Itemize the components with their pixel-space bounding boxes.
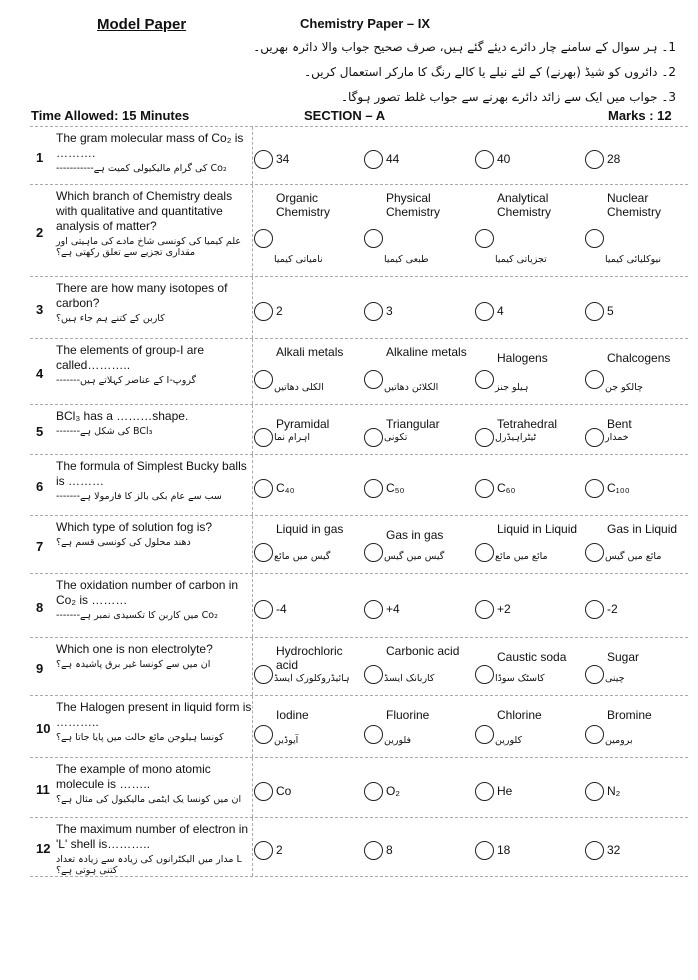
option-urdu: الکلی دھاتیں [274,382,324,393]
option-label: -2 [607,602,618,616]
question-text [56,455,253,515]
option-3[interactable] [473,455,581,515]
question-english: BCl₃ has a ………shape. [56,409,189,423]
option-1[interactable] [252,696,360,757]
option-2[interactable] [362,516,470,573]
question-number: 8 [36,600,44,615]
question-number: 10 [36,721,51,736]
option-label: Pyramidal [276,417,330,431]
question-urdu: ان میں سے کونسا غیر برق پاشیدہ ہے؟ [56,659,211,670]
option-4[interactable] [583,574,691,637]
question-text [56,758,253,817]
option-1[interactable] [252,758,360,817]
option-label: C₆₀ [497,481,516,495]
option-3[interactable] [473,127,581,184]
answer-bubble[interactable] [254,725,273,744]
answer-bubble[interactable] [585,479,604,498]
question-urdu: علم کیمیا کی کونسی شاخ مادے کی ماہیتی اور مقداری تجزیے سے تعلق رکھتی ہے؟ [56,236,242,258]
answer-bubble[interactable] [585,229,604,248]
question-text [56,516,253,573]
option-label: 44 [386,152,400,166]
option-urdu: برومین [605,735,633,746]
option-label: Bent [607,417,632,431]
question-row [30,455,688,516]
option-label: Tetrahedral [497,417,558,431]
answer-bubble[interactable] [585,725,604,744]
question-english: There are how many isotopes of carbon? [56,281,228,310]
option-label: 28 [607,152,621,166]
option-2[interactable] [362,127,470,184]
question-row [30,339,688,405]
option-urdu: کاربانک ایسڈ [384,673,435,684]
answer-bubble[interactable] [475,543,494,562]
option-4[interactable] [583,638,691,695]
answer-bubble[interactable] [364,725,383,744]
option-urdu: فلورین [384,735,412,746]
option-urdu: اہرام نما [274,432,311,443]
time-allowed: Time Allowed: 15 Minutes [31,108,190,123]
answer-bubble[interactable] [254,229,273,248]
question-number: 12 [36,841,51,856]
question-number: 6 [36,479,44,494]
answer-bubble[interactable] [364,841,383,860]
option-label: 18 [497,843,511,857]
option-label: Gas in Liquid [607,522,678,536]
option-2[interactable] [362,339,470,404]
option-urdu: خمدار [605,432,629,443]
option-urdu: الکلائن دھاتیں [384,382,439,393]
question-number: 11 [36,782,50,797]
option-1[interactable] [252,516,360,573]
answer-bubble[interactable] [475,479,494,498]
option-1[interactable] [252,574,360,637]
question-english: The example of mono atomic molecule is …….. [56,762,211,791]
option-urdu: تجزیاتی کیمیا [495,254,547,265]
answer-bubble[interactable] [254,841,273,860]
question-text [56,574,253,637]
option-4[interactable] [583,277,691,338]
question-english: The oxidation number of carbon in Co₂ is ……… [56,578,239,607]
question-number: 7 [36,539,44,554]
question-row [30,758,688,818]
question-english: Which type of solution fog is? [56,520,213,534]
option-label: Gas in gas [386,528,444,542]
question-urdu: L مدار میں الیکٹرانوں کی زیادہ سے زیادہ تعداد کتنی ہوتی ہے؟ [56,854,242,876]
option-4[interactable] [583,405,691,454]
option-urdu: مائع میں مائع [495,551,548,562]
option-urdu: کاسٹک سوڈا [495,673,545,684]
question-number: 1 [36,150,44,165]
option-1[interactable] [252,127,360,184]
option-3[interactable] [473,277,581,338]
option-1[interactable] [252,638,360,695]
answer-bubble[interactable] [364,665,383,684]
question-number: 4 [36,366,44,381]
option-label: Triangular [386,417,440,431]
option-label: 4 [497,304,504,318]
option-1[interactable] [252,405,360,454]
answer-bubble[interactable] [364,302,383,321]
option-label: N₂ [607,784,621,798]
option-label: C₁₀₀ [607,481,630,495]
answer-bubble[interactable] [475,150,494,169]
question-urdu: Co₂ میں کاربن کا تکسیدی نمبر ہے------- [56,610,218,621]
option-urdu: ٹیٹراہیڈرل [495,432,537,443]
question-urdu: گروپ-I کے عناصر کہلاتے ہیں------- [56,375,197,386]
option-4[interactable] [583,696,691,757]
option-label: 40 [497,152,511,166]
question-urdu: دھند محلول کی کونسی قسم ہے؟ [56,537,191,548]
answer-bubble[interactable] [254,428,273,447]
answer-bubble[interactable] [475,302,494,321]
answer-bubble[interactable] [475,665,494,684]
option-2[interactable] [362,185,470,276]
info-bar [0,108,698,126]
question-number: 2 [36,225,44,240]
option-2[interactable] [362,405,470,454]
option-4[interactable] [583,185,691,276]
answer-bubble[interactable] [254,150,273,169]
answer-bubble[interactable] [475,370,494,389]
option-urdu: چینی [605,673,625,684]
answer-bubble[interactable] [364,543,383,562]
option-urdu: مائع میں گیس [605,551,662,562]
question-urdu: ان میں کونسا یک ایٹمی مالیکیول کی مثال ہے؟ [56,794,242,805]
answer-bubble[interactable] [254,600,273,619]
question-text [56,638,253,695]
option-label: 3 [386,304,393,318]
option-label: Organic Chemistry [276,191,331,219]
answer-bubble[interactable] [585,150,604,169]
question-text [56,185,253,276]
answer-bubble[interactable] [475,782,494,801]
option-2[interactable] [362,574,470,637]
option-label: Halogens [497,351,548,365]
answer-bubble[interactable] [585,782,604,801]
option-label: 2 [276,843,283,857]
question-urdu: BCl₃ کی شکل ہے------- [56,426,153,437]
answer-bubble[interactable] [585,428,604,447]
instruction-1: 1۔ ہر سوال کے سامنے چار دائرے دیئے گئے ہیں، صرف صحیح جواب والا دائرہ بھریں۔ [253,40,676,54]
option-label: +2 [497,602,511,616]
question-text [56,405,253,454]
option-label: He [497,784,513,798]
question-english: The maximum number of electron in 'L' shell is……….. [56,822,249,851]
paper-subject: Chemistry Paper – IX [300,16,431,31]
option-4[interactable] [583,758,691,817]
answer-bubble[interactable] [585,302,604,321]
question-row [30,185,688,277]
option-label: 34 [276,152,290,166]
question-row [30,405,688,455]
answer-bubble[interactable] [364,782,383,801]
option-3[interactable] [473,758,581,817]
question-urdu: Co₂ کی گرام مالیکیولی کمیت ہے----------- [56,163,227,174]
paper-title: Model Paper [97,16,187,33]
answer-bubble[interactable] [585,665,604,684]
option-2[interactable] [362,696,470,757]
answer-bubble[interactable] [254,370,273,389]
option-label: Caustic soda [497,650,567,664]
option-label: Chalcogens [607,351,671,365]
option-urdu: گیس میں مائع [274,551,331,562]
question-english: The gram molecular mass of Co₂ is ………. [56,131,244,160]
answer-bubble[interactable] [585,841,604,860]
option-2[interactable] [362,758,470,817]
option-urdu: گیس میں گیس [384,551,445,562]
question-english: The Halogen present in liquid form is ……….. [56,700,252,729]
option-label: Co [276,784,292,798]
paper-header [0,0,698,112]
option-urdu: ہیلو جنز [495,382,529,393]
question-urdu: کاربن کے کتنے ہم جاء ہیں؟ [56,313,165,324]
answer-bubble[interactable] [475,841,494,860]
option-label: Physical Chemistry [386,191,441,219]
option-label: Alkaline metals [386,345,467,359]
option-3[interactable] [473,185,581,276]
instruction-3: 3۔ جواب میں ایک سے زائد دائرے بھرنے سے جواب غلط تصور ہوگا۔ [340,90,676,104]
option-urdu: ہائیڈروکلورک ایسڈ [274,673,350,684]
answer-bubble[interactable] [585,543,604,562]
option-label: Carbonic acid [386,644,460,658]
option-1[interactable] [252,339,360,404]
option-3[interactable] [473,696,581,757]
option-label: Nuclear Chemistry [607,191,662,219]
option-label: -4 [276,602,287,616]
option-label: 8 [386,843,393,857]
option-label: Liquid in Liquid [497,522,578,536]
answer-bubble[interactable] [475,229,494,248]
question-urdu: کونسا ہیلوجن مائع حالت میں پایا جاتا ہے؟ [56,732,224,743]
option-label: Iodine [276,708,309,722]
option-urdu: تکونی [384,432,408,443]
answer-bubble[interactable] [364,370,383,389]
answer-bubble[interactable] [475,725,494,744]
question-number: 3 [36,302,44,317]
option-1[interactable] [252,818,360,876]
answer-bubble[interactable] [254,665,273,684]
option-4[interactable] [583,127,691,184]
option-label: Hydrochloric acid [276,644,343,672]
question-row [30,127,688,185]
answer-bubble[interactable] [364,229,383,248]
option-urdu: چالکو جن [605,382,643,393]
option-3[interactable] [473,638,581,695]
answer-bubble[interactable] [254,543,273,562]
option-label: +4 [386,602,400,616]
question-row [30,638,688,696]
option-2[interactable] [362,638,470,695]
answer-bubble[interactable] [475,428,494,447]
answer-bubble[interactable] [254,302,273,321]
answer-bubble[interactable] [364,428,383,447]
questions-table [30,126,688,877]
option-2[interactable] [362,277,470,338]
option-urdu: نامیاتی کیمیا [274,254,323,265]
answer-bubble[interactable] [585,600,604,619]
option-label: 32 [607,843,621,857]
option-3[interactable] [473,339,581,404]
option-label: Liquid in gas [276,522,344,536]
question-text [56,696,253,757]
option-label: O₂ [386,784,400,798]
option-label: Alkali metals [276,345,344,359]
option-label: Bromine [607,708,652,722]
answer-bubble[interactable] [364,600,383,619]
option-label: Chlorine [497,708,542,722]
question-english: Which one is non electrolyte? [56,642,213,656]
option-label: 5 [607,304,614,318]
question-english: The elements of group-I are called……….. [56,343,205,372]
answer-bubble[interactable] [254,782,273,801]
option-4[interactable] [583,339,691,404]
answer-bubble[interactable] [475,600,494,619]
question-text [56,127,253,184]
option-2[interactable] [362,818,470,876]
option-urdu: آیوڈین [274,735,299,746]
question-text [56,277,253,338]
option-4[interactable] [583,818,691,876]
option-urdu: نیوکلیائی کیمیا [605,254,662,265]
option-3[interactable] [473,516,581,573]
answer-bubble[interactable] [364,479,383,498]
answer-bubble[interactable] [254,479,273,498]
option-2[interactable] [362,455,470,515]
question-number: 9 [36,661,44,676]
section-label: SECTION – A [304,108,386,123]
option-4[interactable] [583,516,691,573]
question-row [30,516,688,574]
answer-bubble[interactable] [585,370,604,389]
option-label: Sugar [607,650,640,664]
option-label: Fluorine [386,708,430,722]
option-label: C₄₀ [276,481,295,495]
question-english: The formula of Simplest Bucky balls is ……… [56,459,247,488]
option-1[interactable] [252,185,360,276]
option-urdu: کلورین [495,735,523,746]
option-label: Analytical Chemistry [497,191,552,219]
option-1[interactable] [252,455,360,515]
option-label: C₅₀ [386,481,405,495]
question-text [56,818,253,876]
question-urdu: سب سے عام بکی بالز کا فارمولا ہے------- [56,491,222,502]
question-number: 5 [36,424,44,439]
option-3[interactable] [473,405,581,454]
option-4[interactable] [583,455,691,515]
instruction-2: 2۔ دائروں کو شیڈ (بھرنے) کے لئے نیلے یا کالے رنگ کا مارکر استعمال کریں۔ [304,65,676,79]
question-text [56,339,253,404]
option-urdu: طبعی کیمیا [384,254,429,265]
option-3[interactable] [473,574,581,637]
question-english: Which branch of Chemistry deals with qualitative and quantitative analysis of matter? [56,189,233,233]
answer-bubble[interactable] [364,150,383,169]
marks-label: Marks : 12 [608,108,672,123]
option-1[interactable] [252,277,360,338]
question-row [30,574,688,638]
question-row [30,818,688,877]
question-row [30,277,688,339]
question-row [30,696,688,758]
option-3[interactable] [473,818,581,876]
option-label: 2 [276,304,283,318]
